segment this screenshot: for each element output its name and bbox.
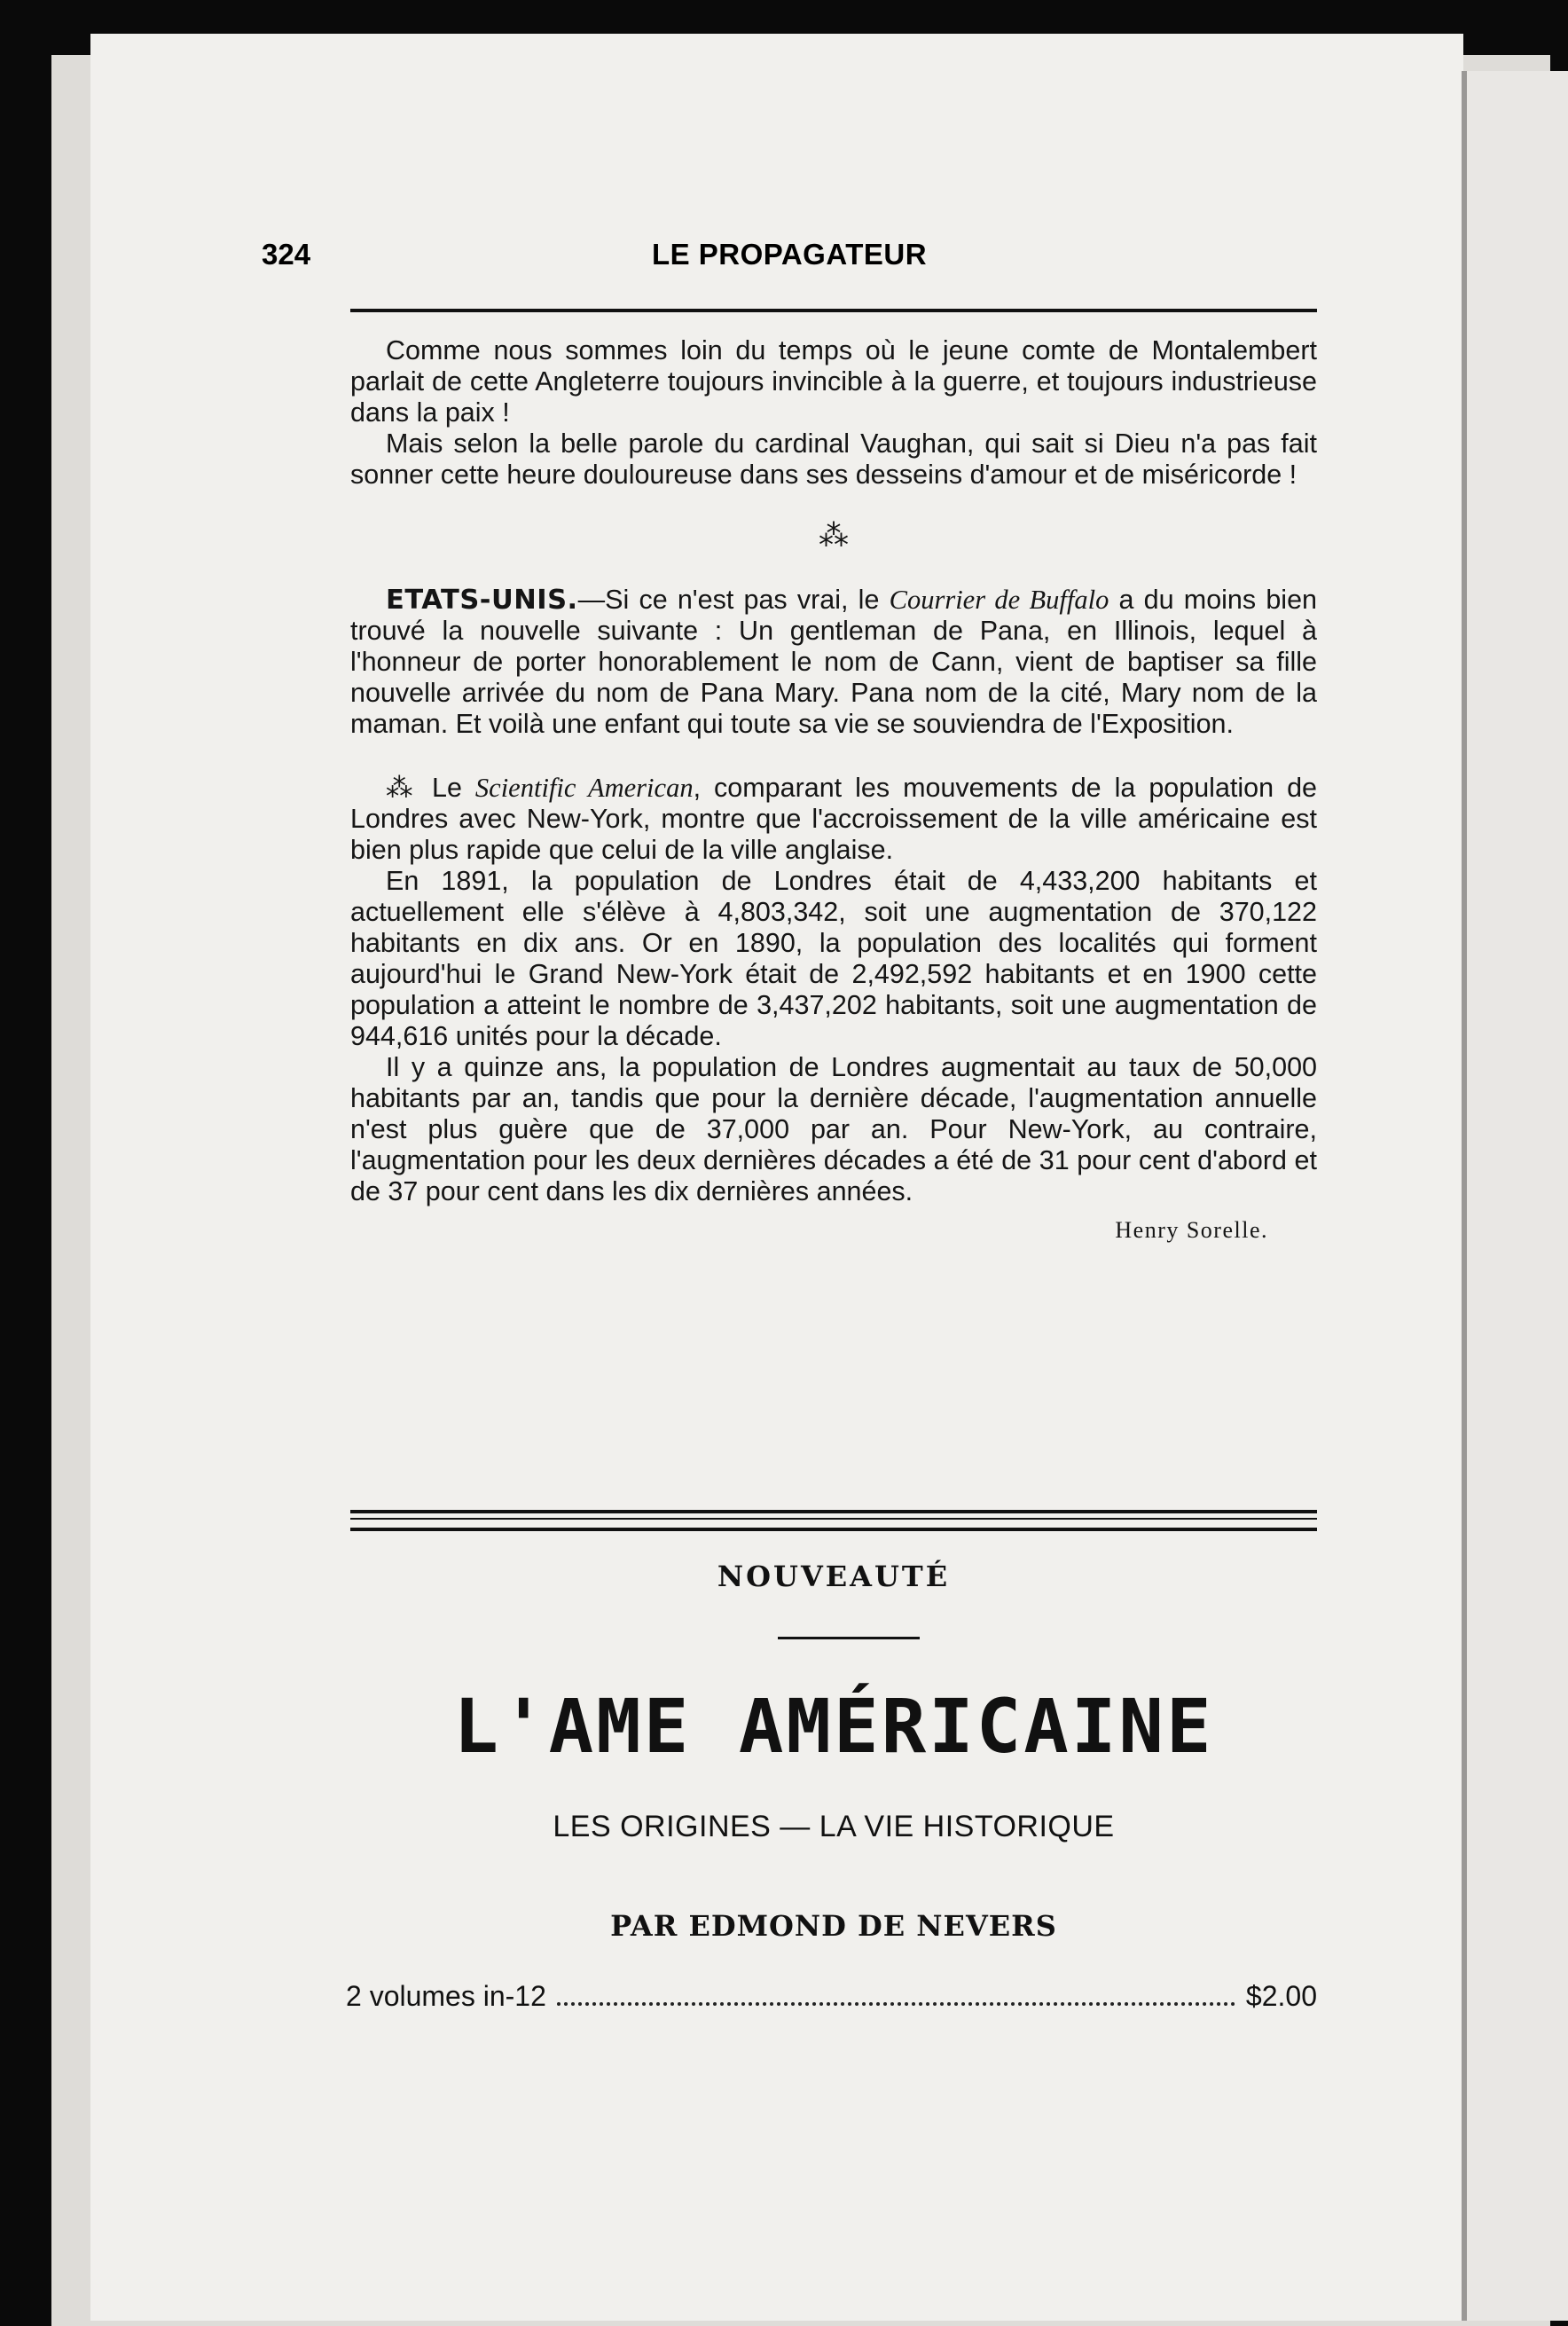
article-body xyxy=(350,335,1317,1246)
paragraph: Comme nous sommes loin du temps où le jeune comte de Montalembert parlait de cette Angleterre toujours invincible à la guerre, et toujours industrieuse dans la paix ! xyxy=(350,335,1317,428)
paragraph: Il y a quinze ans, la population de Londres augmentait au taux de 50,000 habitants par an, tandis que pour la dernière décade, l'augmentation annuelle n'est plus guère que de 37,000 par an. Pour New-York, au contraire, l'augmentation pour les deux dernières décades a été de 31 pour cent d'abord et de 37 pour cent dans les dix dernières années. xyxy=(350,1052,1317,1206)
paragraph-etats-unis xyxy=(350,585,1317,740)
section-double-rule xyxy=(350,1510,1317,1531)
book-subtitle: LES ORIGINES — LA VIE HISTORIQUE xyxy=(553,1810,1115,1843)
book-author: PAR EDMOND DE NEVERS xyxy=(610,1909,1057,1943)
text-run: Le xyxy=(419,773,475,803)
running-title: LE PROPAGATEUR xyxy=(651,238,928,271)
price-line xyxy=(346,1980,1317,2016)
paragraph: Mais selon la belle parole du cardinal Vaughan, qui sait si Dieu n'a pas fait sonner cette heure douloureuse dans ses desseins d'amour et de miséricorde ! xyxy=(350,428,1317,490)
section-heading: ETATS-UNIS. xyxy=(386,585,578,616)
page-header xyxy=(262,238,1317,273)
header-rule xyxy=(350,309,1317,312)
text-run: —Si ce n'est pas vrai, le xyxy=(577,585,890,615)
short-rule xyxy=(778,1637,920,1639)
dot-leader xyxy=(557,2001,1235,2006)
item-description: 2 volumes in-12 xyxy=(346,1980,546,2012)
text-run: , comparant les mouvements de la population de Londres avec New-York, montre que l'accroissement de la ville américaine est bien plus rapide que celui de la ville anglaise. xyxy=(350,773,1318,865)
page-number: 324 xyxy=(262,238,311,271)
announcement-label: NOUVEAUTÉ xyxy=(717,1560,951,1593)
adjacent-page xyxy=(1467,71,1568,2321)
journal-title: Scientific American xyxy=(474,773,694,803)
text-run: a du moins bien trouvé la nouvelle suivante : Un gentleman de Pana, en Illinois, lequel à l'honneur de porter honorablement le nom de Cann, vient de baptiser sa fille nouvelle arrivée du nom de Pana Mary. Pana nom de la cité, Mary nom de la maman. Et voilà une enfant qui toute sa vie se souviendra de l'Exposition. xyxy=(350,585,1317,739)
book-title: L'AME AMÉRICAINE xyxy=(453,1683,1214,1770)
asterism-mark: ⁂ xyxy=(386,773,419,803)
paragraph-scientific-american xyxy=(350,773,1317,866)
paragraph: En 1891, la population de Londres était de 4,433,200 habitants et actuellement elle s'élève à 4,803,342, soit une augmentation de 370,122 habitants en dix ans. Or en 1890, la population des localités qui forment aujourd'hui le Grand New-York était de 2,492,592 habitants et en 1900 cette population a atteint le nombre de 3,437,202 habitants, soit une augmentation de 944,616 unités pour la décade. xyxy=(350,866,1317,1051)
newspaper-title: Courrier de Buffalo xyxy=(889,585,1109,615)
signature: Henry Sorelle. xyxy=(1115,1217,1268,1243)
asterism-divider: ⁂ xyxy=(819,518,849,554)
price: $2.00 xyxy=(1245,1980,1317,2012)
